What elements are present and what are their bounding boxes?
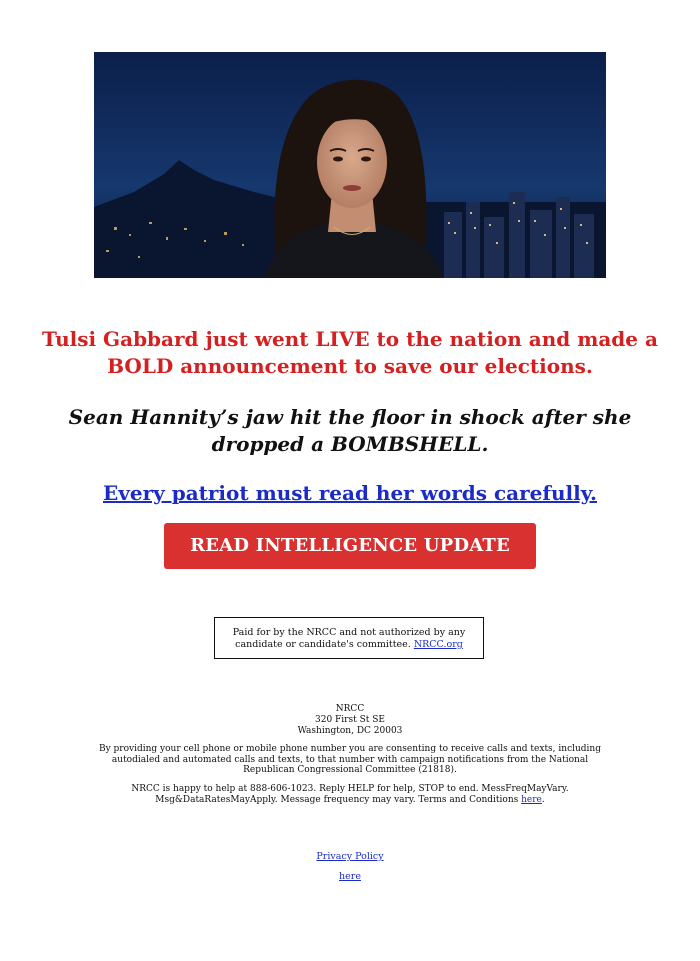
sms-consent-text: By providing your cell phone or mobile phone number you are consenting to receive calls and texts, including autodialed and automated calls and texts, to that number with campaign notifications from the National Republican Congressional Committee (21818). [98,744,601,775]
privacy-policy-link[interactable]: Privacy Policy [316,851,384,862]
help-end: . [541,794,545,805]
address-street: 320 First St SE [315,715,385,725]
subheadline: Sean Hannity’s jaw hit the floor in shock after she dropped a BOMBSHELL. [68,405,632,456]
read-intelligence-update-button[interactable]: READ INTELLIGENCE UPDATE [164,523,536,569]
address-org: NRCC [335,704,365,714]
help-text: NRCC is happy to help at 888-606-1023. Reply HELP for help, STOP to end. MessFreqMayVary. Msg&DataRatesMayApply. Message frequency may vary. Terms and Conditions [131,784,569,805]
sms-help-text [98,784,602,805]
disclaimer-text: Paid for by the NRCC and not authorized by any candidate or candidate's committee. [232,627,466,650]
hero-image [94,52,606,278]
patriot-read-link[interactable]: Every patriot must read her words carefully. [103,481,597,505]
address-city: Washington, DC 20003 [297,726,403,736]
footer-here-link[interactable]: here [339,871,361,882]
nrcc-org-link[interactable]: NRCC.org [413,639,463,650]
headline: Tulsi Gabbard just went LIVE to the nation and made a BOLD announcement to save our elections. [42,327,658,378]
paid-for-disclaimer [214,617,484,659]
mailing-address [200,704,500,737]
news-anchor-photo [94,52,606,278]
terms-here-link[interactable]: here [521,794,542,805]
footer-here-row [250,871,450,883]
privacy-policy-row [250,851,450,863]
